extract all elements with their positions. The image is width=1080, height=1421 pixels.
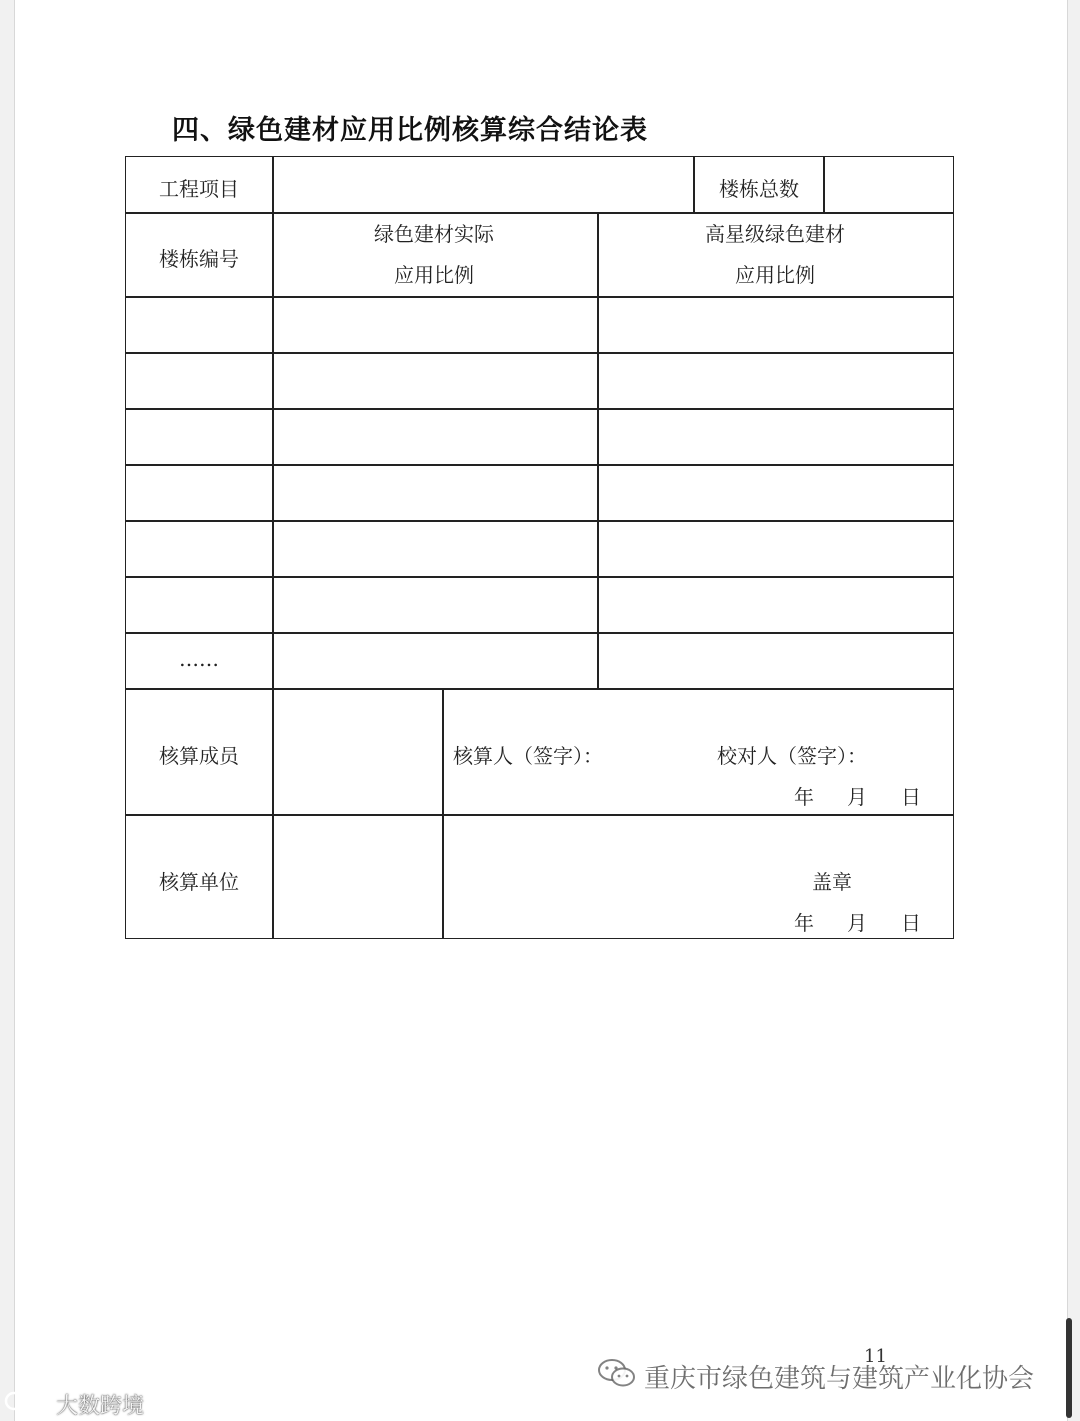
actual-ratio-header-line2: 应用比例: [394, 263, 474, 287]
row-divider: [126, 632, 953, 634]
row-divider: [126, 814, 953, 816]
page-number: 11: [864, 1346, 887, 1367]
row-divider: [126, 520, 953, 522]
page-title: 四、绿色建材应用比例核算综合结论表: [172, 115, 648, 146]
building-total-label: 楼栋总数: [719, 177, 799, 201]
project-value-field[interactable]: [286, 173, 686, 197]
scrollbar-thumb[interactable]: [1066, 1318, 1072, 1418]
watermark-right: [596, 1356, 1034, 1397]
row-divider: [126, 408, 953, 410]
row-divider: [126, 688, 953, 690]
column-divider: [442, 688, 444, 938]
unit-label: 核算单位: [159, 870, 239, 894]
building-number-header: 楼栋编号: [159, 247, 239, 271]
project-label: 工程项目: [159, 177, 239, 201]
unit-date-day: 日: [901, 911, 921, 935]
members-label: 核算成员: [159, 744, 239, 768]
watermark-left: [4, 1388, 144, 1420]
members-date-month: 月: [847, 785, 867, 809]
brand-logo-icon: [4, 1388, 52, 1420]
seal-label: 盖章: [812, 870, 852, 894]
members-date-day: 日: [901, 785, 921, 809]
watermark-left-text: 大数跨境: [56, 1393, 145, 1419]
column-divider: [823, 157, 825, 212]
wechat-icon: [596, 1356, 638, 1397]
actual-ratio-header-line1: 绿色建材实际: [374, 222, 494, 246]
building-total-value-field[interactable]: [836, 173, 946, 197]
high-star-ratio-header-line2: 应用比例: [735, 263, 815, 287]
high-star-ratio-header-line1: 高星级绿色建材: [705, 222, 845, 246]
column-divider: [693, 157, 695, 212]
row-divider: [126, 576, 953, 578]
unit-date-year: 年: [794, 911, 814, 935]
members-date-year: 年: [794, 785, 814, 809]
actual-ratio-header: [374, 214, 494, 296]
unit-date-month: 月: [847, 911, 867, 935]
accountant-signature: 核算人（签字）：: [453, 744, 603, 768]
row-divider: [126, 464, 953, 466]
row-divider: [126, 352, 953, 354]
row-divider: [126, 296, 953, 298]
column-divider: [597, 212, 599, 688]
watermark-right-text: 重庆市绿色建筑与建筑产业化协会: [644, 1364, 1035, 1394]
conclusion-table: [125, 156, 954, 939]
table-row-building-cell[interactable]: ……: [179, 647, 219, 671]
high-star-ratio-header: [705, 214, 845, 296]
checker-signature: 校对人（签字）：: [717, 744, 867, 768]
column-divider: [272, 157, 274, 938]
